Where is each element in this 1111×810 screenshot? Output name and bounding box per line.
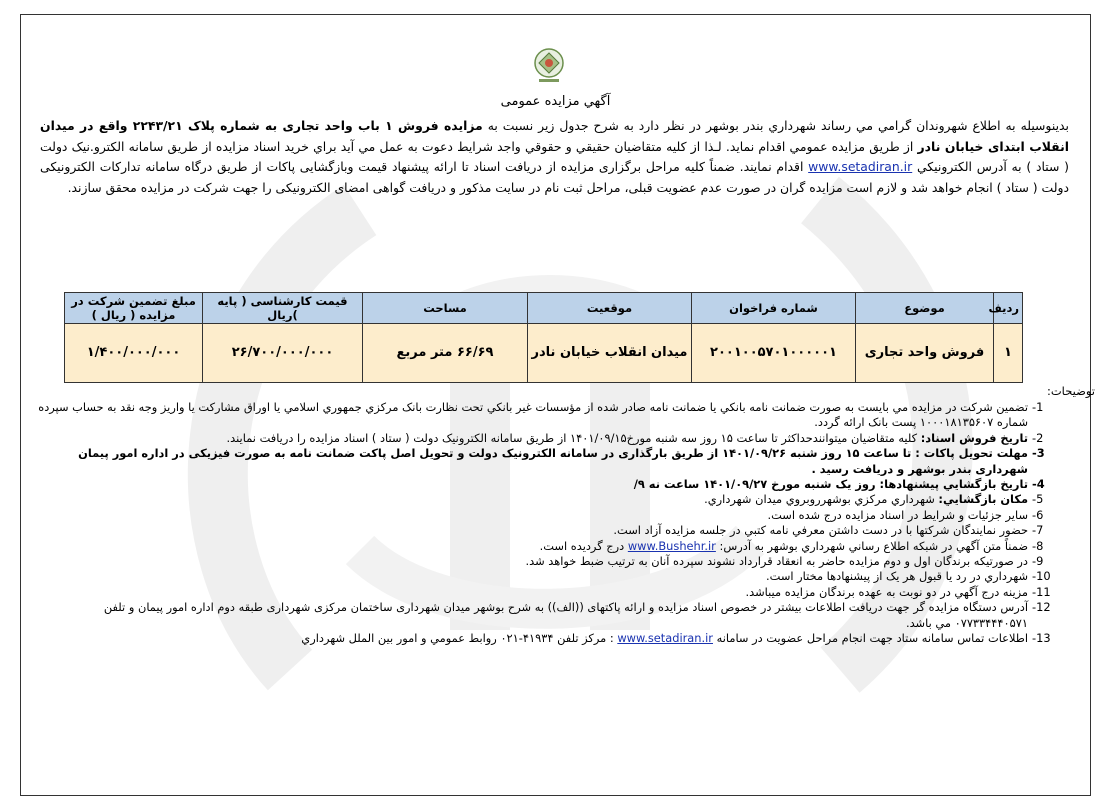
notes-title: توضيحات: (1046, 384, 1095, 398)
cell-base-price: ۲۶/۷۰۰/۰۰۰/۰۰۰ (203, 324, 363, 383)
note-number: -4 (1032, 477, 1045, 492)
header-row-number: رديف (994, 293, 1023, 324)
note-number: -1 (1032, 400, 1044, 414)
cell-guarantee: ۱/۴۰۰/۰۰۰/۰۰۰ (65, 324, 203, 383)
intro-text-3: اقدام نمايند. ضمناً کليه مراحل برگزاری مزايده از دريافت اسناد تا ارائه پيشنهاد قيمت وبازگشايی پاکات از طريق درگاه سامانه تدارکات الکترونيکی دولت ( ستاد ) انجام خواهد شد و لازم است مزايده گران در صورت عدم عضويت قبلی، مراحل ثبت نام در سايت مذکور و دريافت گواهی امضای الکترونيکی را جهت شرکت در مزايده محقق سازند. (40, 159, 1069, 196)
list-item (28, 477, 1068, 492)
header-call-number: شماره فراخوان (692, 293, 856, 324)
list-item (28, 600, 1068, 631)
cell-area: ۶۶/۶۹ متر مربع (363, 324, 528, 383)
note-number: -3 (1032, 446, 1045, 461)
setadiran-link-2[interactable]: www.setadiran.ir (617, 631, 713, 646)
header-guarantee: مبلغ تضمين شرکت در مزايده ( ریال ) (65, 293, 203, 324)
note-number: -13 (1032, 631, 1051, 646)
note-text: در صورتيکه برندگان اول و دوم مزايده حاضر به انعقاد قرارداد نشوند سپرده آنان به ترتيب ضبط خواهد شد. (525, 554, 1028, 569)
note-text: حضور نمايندگان شرکتها با در دست داشتن معرفي نامه کتبي در جلسه مزايده آزاد است. (613, 523, 1028, 538)
note-text: اطلاعات تماس سامانه ستاد جهت انجام مراحل عضويت در سامانه (716, 631, 1028, 646)
note-text: مزينه درج آگهي در دو نوبت به عهده برندگان مزايده ميباشد. (745, 584, 1028, 599)
cell-location: ميدان انقلاب خيابان نادر (528, 324, 692, 383)
note-number: -2 (1032, 430, 1044, 445)
note-text: ضمناً متن آگهي در شبکه اطلاع رساني شهرداري بوشهر به آدرس: (719, 538, 1028, 553)
list-item (28, 539, 1068, 554)
note-number: -6 (1032, 507, 1044, 522)
notice-title: آگهي مزايده عمومی (500, 94, 611, 109)
list-item (28, 431, 1068, 446)
table-row (65, 324, 1023, 383)
note-text-2: درج گرديده است. (539, 538, 625, 553)
header-location: موقعيت (528, 293, 692, 324)
list-item (28, 492, 1068, 507)
note-text: شهرداري در رد يا قبول هر يک از پيشنهادها مختار است. (766, 569, 1028, 584)
cell-subject: فروش واحد تجاری (856, 324, 994, 383)
note-number: -7 (1032, 523, 1044, 538)
note-text: کليه متقاضيان ميتوانندحداکثر تا ساعت ۱۵ روز سه شنبه مورخ۱۴۰۱/۰۹/۱۵ از طريق سامانه الکترونيک دولت ( ستاد ) اسناد مزايده را دريافت نمايند. (226, 430, 918, 445)
note-bold-text: تاريخ بازگشايي پيشنهادها: روز يک شنبه مورخ ۱۴۰۱/۰۹/۲۷ ساعت نه ۹/ (633, 477, 1028, 492)
note-number: -11 (1032, 584, 1051, 599)
header-subject: موضوع (856, 293, 994, 324)
list-item (28, 631, 1068, 646)
header-area: مساحت (363, 293, 528, 324)
note-text: شهرداري مرکزي بوشهرروبروي ميدان شهرداري. (704, 492, 935, 507)
note-text-2: : مرکز تلفن ۴۱۹۳۴-۰۲۱ روابط عمومي و امور بين الملل شهرداري (301, 631, 614, 646)
note-number: -10 (1032, 569, 1051, 584)
table-header-row (65, 293, 1023, 324)
note-bold-text: مهلت تحويل پاکات : تا ساعت ۱۵ روز شنبه ۱۴۰۱/۰۹/۲۶ از طريق بارگذاری در سامانه الکترونيک دولت و تحويل اصل پاکت ضمانت نامه به صورت فيزيکی در اداره امور پيمان شهرداری بندر بوشهر و دريافت رسيد . (78, 446, 1028, 476)
municipality-emblem-icon (527, 46, 571, 86)
note-bold-label: مکان بازگشايي: (938, 492, 1028, 507)
list-item (28, 585, 1068, 600)
note-number: -9 (1032, 554, 1044, 569)
setadiran-link[interactable]: www.setadiran.ir (808, 159, 913, 175)
bushehr-link[interactable]: www.Bushehr.ir (627, 538, 716, 553)
cell-row-number: ۱ (994, 324, 1023, 383)
intro-bold-subject: مزايده فروش ۱ باب واحد تجاری به شماره پلاک ۲۲۴۳/۲۱ واقع در میدان انقلاب ابتدای خیابان نادر (40, 118, 1069, 154)
note-text: آدرس دستگاه مزايده گر جهت دريافت اطلاعات بيشتر در خصوص اسناد مزايده و ارائه پاکتهای ((الف)) به شرح بوشهر ميدان شهرداری ساختمان مرکزی شهرداری طبقه دوم اداره امور پيمان و تلفن ۰۷۷۳۳۴۴۴۰۵۷۱ مي باشد. (103, 600, 1028, 630)
note-text: تضمين شرکت در مزايده مي بايست به صورت ضمانت نامه بانکي يا ضمانت نامه صادر شده از مؤسسات غير بانکي تحت نظارت بانک مرکزي جمهوري اسلامي يا اوراق مشارکت يا واريز وجه نقد به حساب سپرده شماره ۱۰۰۰۱۸۱۳۵۶۰۷ پست بانک ارائه گردد. (38, 400, 1028, 430)
list-item (28, 400, 1068, 431)
list-item (28, 446, 1068, 477)
intro-text-2: از طريق مزايده عمومي اقدام نمايد. لـذا از کليه متقاضيان حقيقي و حقوقي واجد شرايط دعوت به عمل مي آيد براي خريد اسناد مزايده از طريق سامانه الکترو.نيک دولت ( ستاد ) به آدرس الکترونيکي (40, 138, 1069, 175)
auction-table (64, 292, 1023, 383)
list-item (28, 554, 1068, 569)
note-number: -5 (1032, 492, 1044, 507)
header-base-price: قيمت کارشناسی ( پايه )ریال (203, 293, 363, 324)
list-item (28, 569, 1068, 584)
note-bold-label: تاريخ فروش اسناد: (920, 430, 1028, 445)
list-item (28, 523, 1068, 538)
notes-list (28, 400, 1068, 647)
note-text: ساير جزئيات و شرايط در اسناد مزايده درج شده است. (767, 507, 1028, 522)
list-item (28, 508, 1068, 523)
intro-text-1: بدينوسيله به اطلاع شهروندان گرامي مي رساند شهرداري بندر بوشهر در نظر دارد به شرح جدول زير نسبت به (487, 118, 1069, 133)
cell-call-number: ۲۰۰۱۰۰۵۷۰۱۰۰۰۰۰۱ (692, 324, 856, 383)
notice-intro (40, 116, 1069, 199)
note-number: -8 (1032, 538, 1044, 553)
note-number: -12 (1032, 600, 1051, 615)
